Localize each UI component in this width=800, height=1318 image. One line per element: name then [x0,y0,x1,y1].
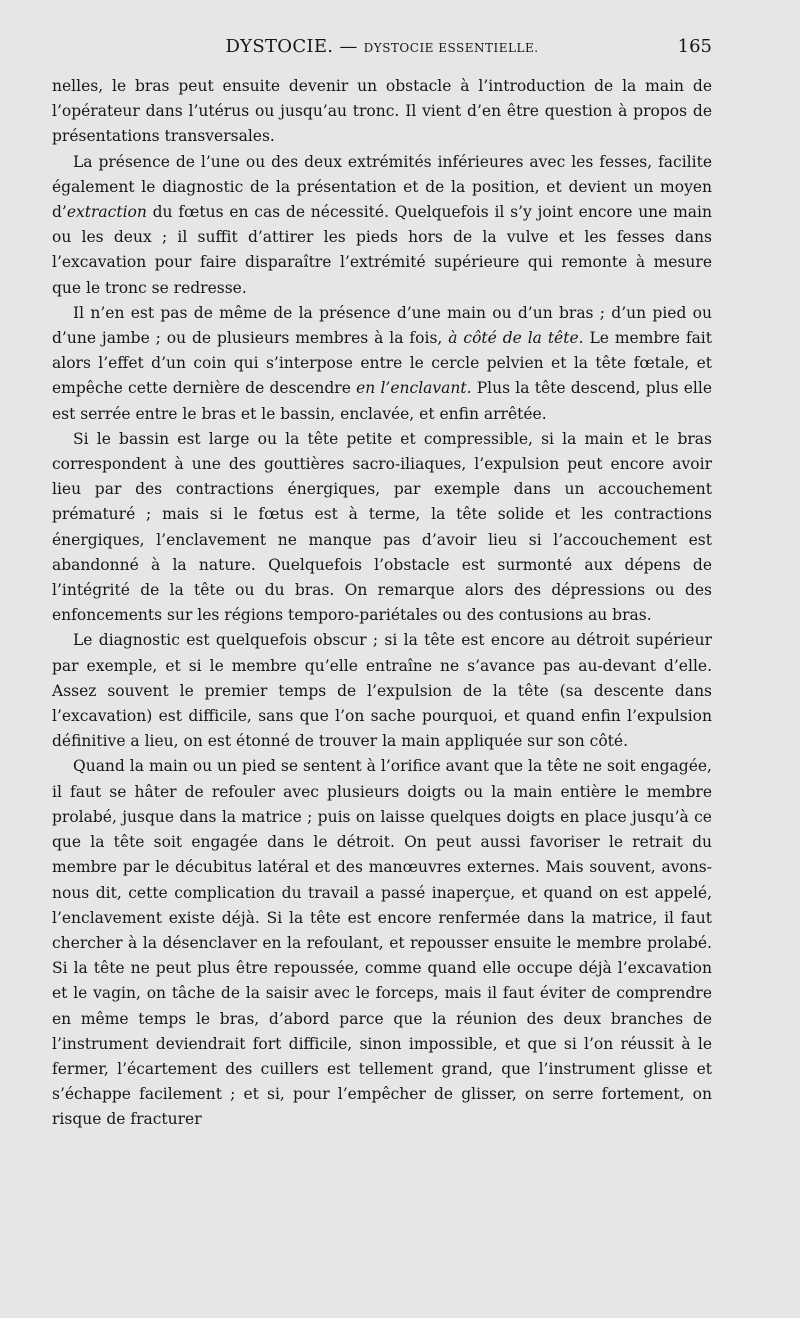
paragraph-text: du fœtus en cas de nécessité. Quelquefois il s’y joint encore une main ou les deux ; il suffit d’attirer les pieds hors de la vulve et les fesses dans l’excavation pour faire disparaître l’extrémité supérieure qui remonte à mesure que le tronc se redresse. [52,203,712,297]
running-head-dash: — [333,36,364,57]
emphasis-extraction: extraction [66,203,147,222]
paragraph-treatment: Quand la main ou un pied se sentent à l’orifice avant que la tête ne soit engagée, il faut se hâter de refouler avec plusieurs doigts ou la main entière le membre prolabé, jusque dans la matrice ; puis on laisse quelques doigts en place jusqu’à ce que la tête soit engagée dans le détroit. On peut aussi favoriser le retrait du membre par le décubitus latéral et des manœuvres externes. Mais souvent, avons-nous dit, cette complication du travail a passé inaperçue, et quand on est appelé, l’enclavement existe déjà. Si la tête est encore renfermée dans la matrice, il faut chercher à la désenclaver en la refoulant, et repousser ensuite le membre prolabé. Si la tête ne peut plus être repoussée, comme quand elle occupe déjà l’excavation et le vagin, on tâche de la saisir avec le forceps, mais il faut éviter de comprendre en même temps le bras, d’abord parce que la réunion des deux branches de l’instrument deviendrait fort difficile, sinon impossible, et que si l’on réussit à le fermer, l’écartement des cuillers est tellement grand, que l’instrument glisse et s’échappe facilement ; et si, pour l’empêcher de glisser, on serre fortement, on risque de fracturer [52,757,712,1129]
running-head-main: DYSTOCIE. [225,36,334,57]
paragraph-arm-beside-head [52,301,712,427]
paragraph-text: Le membre fait alors l’effet d’un coin qui s’interpose entre le cercle pelvien et la tête fœtale, et empêche cette dernière de descendre [52,329,712,398]
paragraph-diagnosis: Le diagnostic est quelquefois obscur ; si la tête est encore au détroit supérieur par exemple, et si le membre qu’elle entraîne ne s’avance pas au-devant d’elle. Assez souvent le premier temps de l’expulsion de la tête (sa descente dans l’excavation) est difficile, sans que l’on sache pourquoi, et quand enfin l’expulsion définitive a lieu, on est étonné de trouver la main appliquée sur son côté. [52,631,712,751]
paragraph-text: La présence de l’une ou des deux extrémités inférieures avec les fesses, facilite également le diagnostic de la présentation et de la position, et devient un moyen d’ [52,152,712,222]
running-head [52,32,712,63]
page-number: 165 [677,36,712,57]
paragraph-text: Plus la tête descend, plus elle est serrée entre le bras et le bassin, enclavée, et enfin arrêtée. [52,379,713,423]
paragraph-inferior-extremities [52,150,712,301]
paragraph-continued: nelles, le bras peut ensuite devenir un obstacle à l’introduction de la main de l’opérateur dans l’utérus ou jusqu’au tronc. Il vient d’en être question à propos de présentations transversales. [52,77,712,146]
paragraph-large-pelvis: Si le bassin est large ou la tête petite et compressible, si la main et le bras correspondent à une des gouttières sacro-iliaques, l’expulsion peut encore avoir lieu par des contractions énergiques, par exemple dans un accouchement prématuré ; mais si le fœtus est à terme, la tête solide et les contractions énergiques, l’enclavement ne manque pas d’avoir lieu si l’accouchement est abandonné à la nature. Quelquefois l’obstacle est surmonté aux dépens de l’intégrité de la tête ou du bras. On remarque alors des dépressions ou des enfoncements sur les régions temporo-pariétales ou des contusions au bras. [52,429,712,625]
emphasis-enclavant: en l’enclavant. [356,379,472,398]
running-head-subtitle: DYSTOCIE ESSENTIELLE. [363,41,539,55]
body-text [52,74,712,1133]
emphasis-beside-head: à côté de la tête. [448,329,584,348]
paragraph-text: Il n’en est pas de même de la présence d’une main ou d’un bras ; d’un pied ou d’une jambe ; ou de plusieurs membres à la fois, [52,303,712,348]
page-header [52,32,712,62]
